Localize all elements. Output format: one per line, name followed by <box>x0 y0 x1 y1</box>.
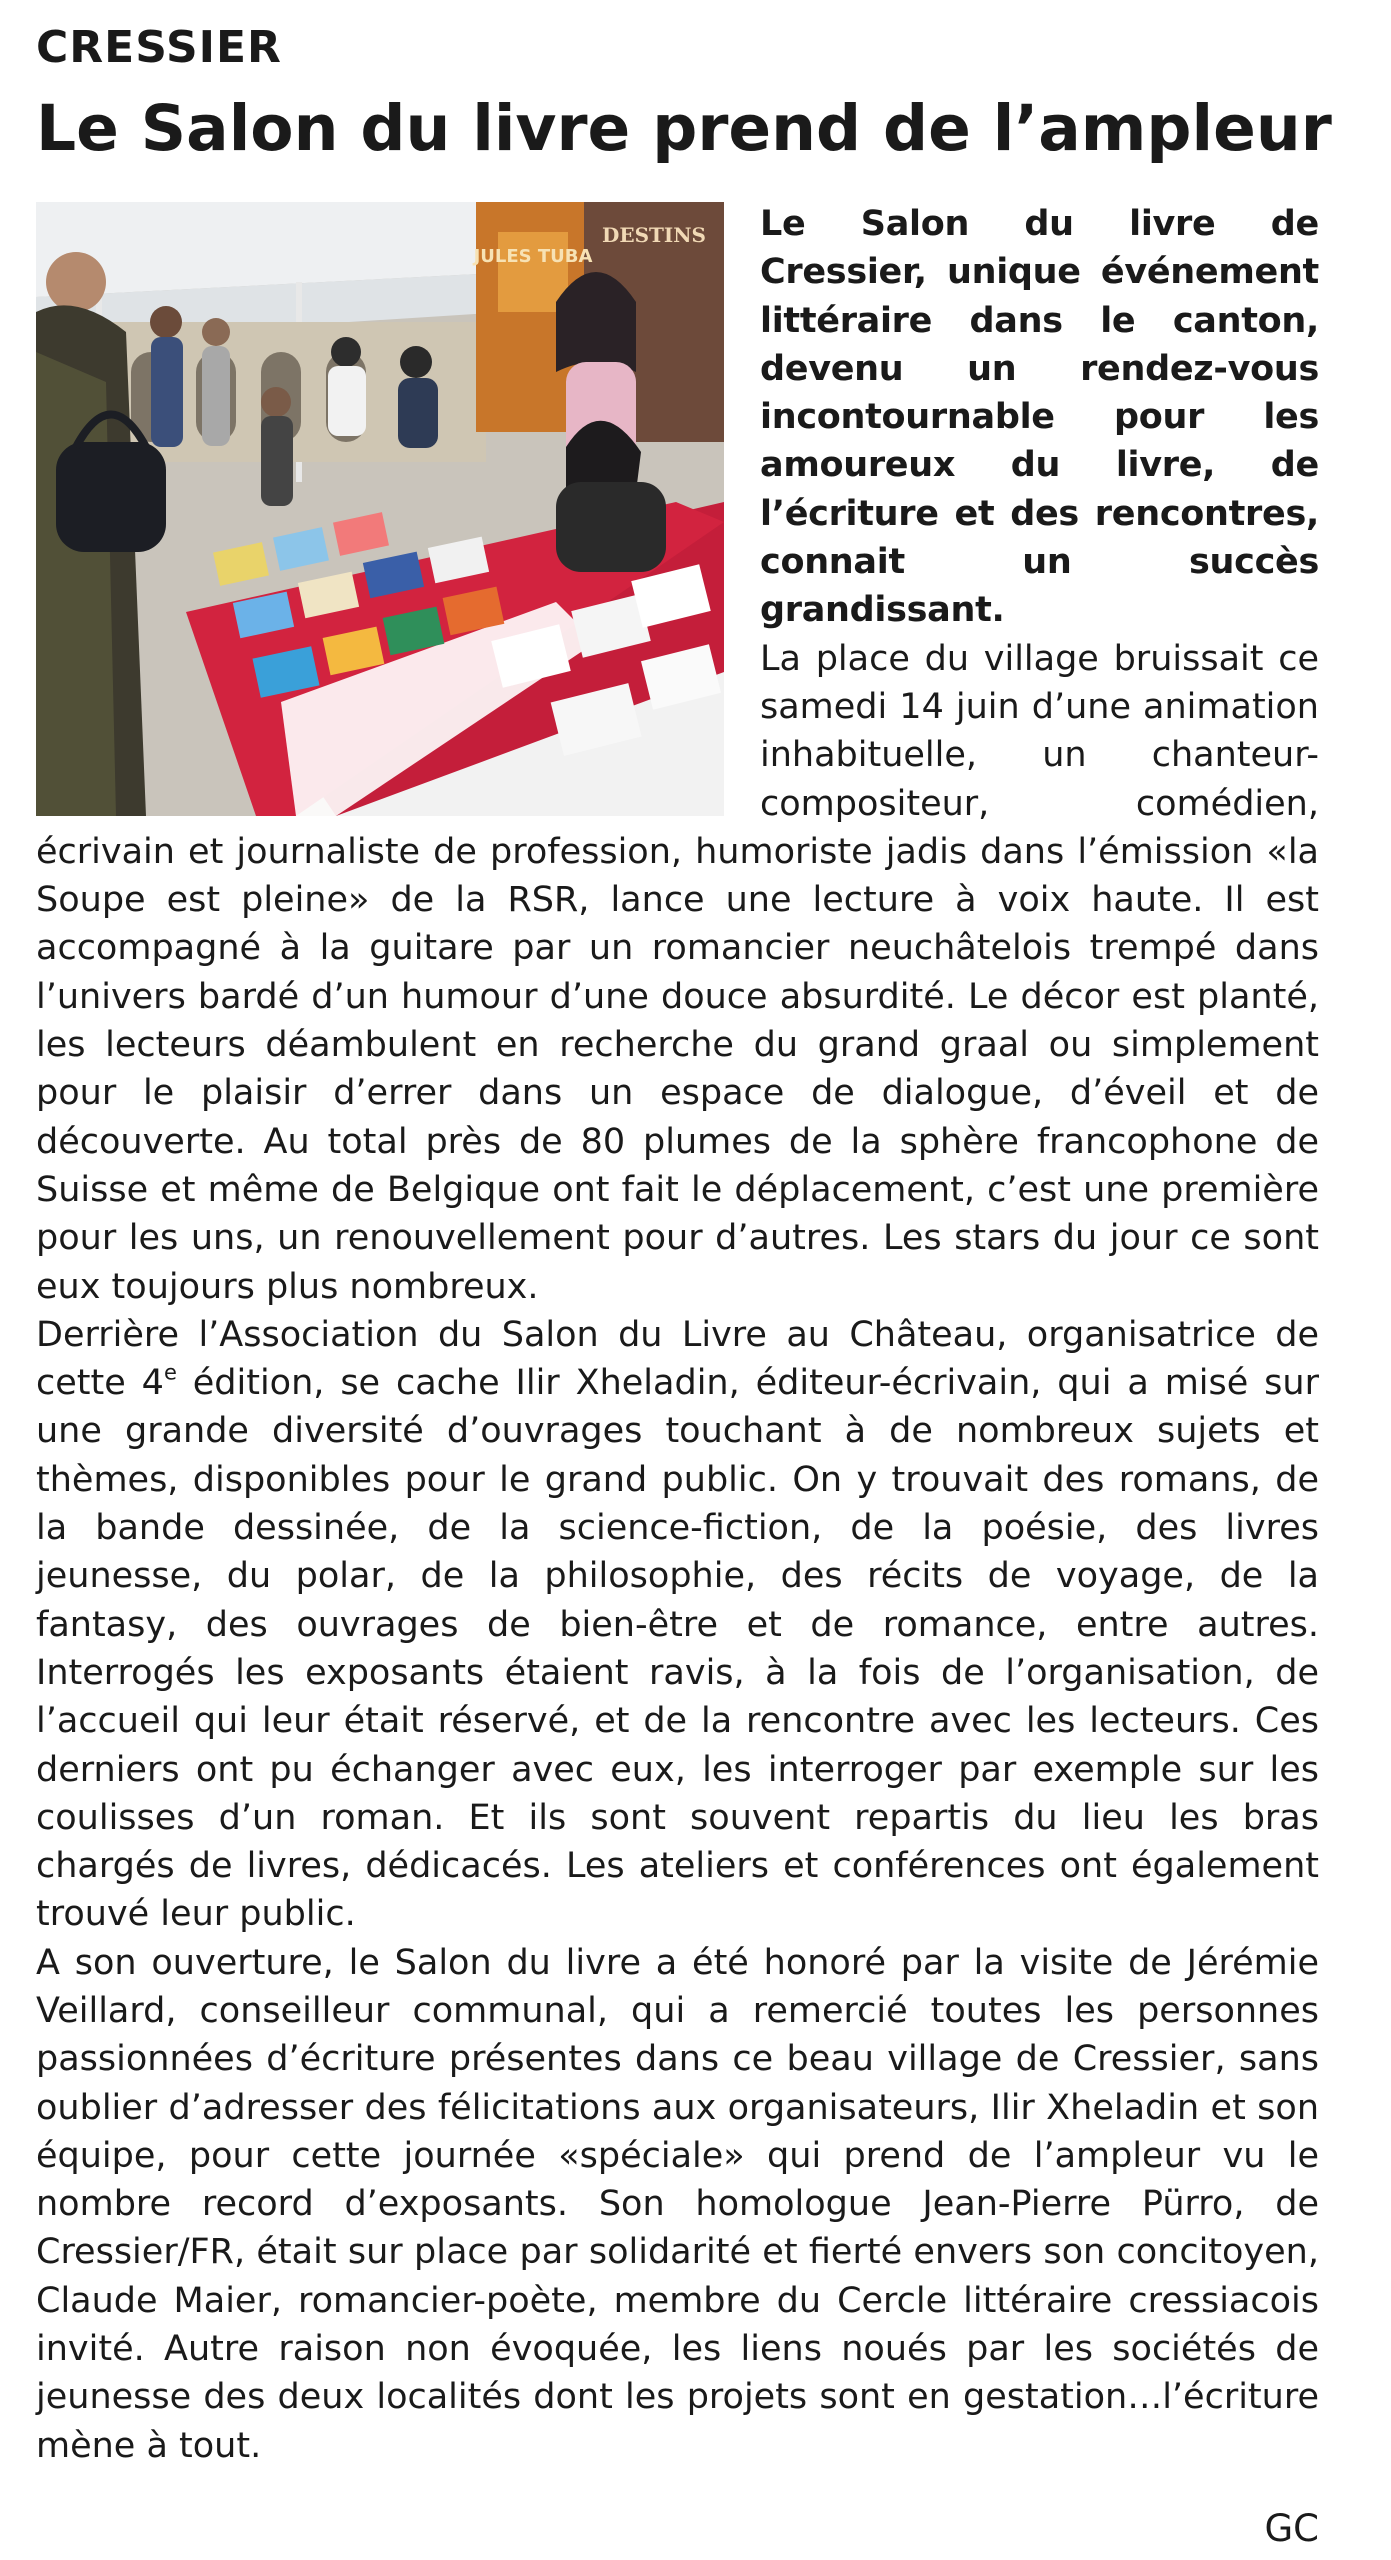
paragraph-text: édition, se cache Ilir Xheladin, éditeur-écrivain, qui a misé sur une grande diversité d’ouvrages touchant à de nombreux sujets et thèmes, disponibles pour le grand public. On y trouvait des romans, de la bande dessinée, de la science-fiction, de la poésie, des livres jeunesse, du polar, de la philosophie, des récits de voyage, de la fantasy, des ouvrages de bien-être et de romance, entre autres. Interrogés les exposants étaient ravis, à la fois de l’organisation, de l’accueil qui leur était réservé, et de la rencontre avec les lecteurs. Ces derniers ont pu échanger avec eux, les interroger par exemple sur les coulisses d’un roman. Et ils sont souvent repartis du lieu les bras chargés de livres, dédicacés. Les ateliers et conférences ont également trouvé leur public. <box>36 1363 1319 1935</box>
paragraph-text: Derrière l’Association du Salon du Livre au Château, organisatrice de cette 4 <box>36 1314 1319 1404</box>
section-kicker: CRESSIER <box>36 22 282 73</box>
article-lede: Le Salon du livre de Cressier, unique événement littéraire dans le canton, devenu un rendez-vous incontournable pour les amoureux du livre, de l’écriture et des rencontres, connait un succès grandissant. <box>760 204 1319 631</box>
article-paragraph: A son ouverture, le Salon du livre a été honoré par la visite de Jérémie Veillard, conseilleur communal, qui a remercié toutes les personnes passionnées d’écriture présentes dans ce beau village de Cressier, sans oublier d’adresser des félicitations aux organisateurs, Ilir Xheladin et son équipe, pour cette journée «spéciale» qui prend de l’ampleur vu le nombre record d’exposants. Son homologue Jean-Pierre Pürro, de Cressier/FR, était sur place par solidarité et fierté envers son concitoyen, Claude Maier, romancier-poète, membre du Cercle littéraire cressiacois invité. Autre raison non évoquée, les liens noués par les sociétés de jeunesse des deux localités dont les projets sont en gestation…l’écriture mène à tout. <box>36 1942 1319 2466</box>
article-page <box>36 18 1332 2550</box>
article-body <box>36 200 1319 2470</box>
article-paragraph <box>36 1311 1319 1939</box>
author-signature: GC <box>1264 2507 1319 2550</box>
banner-text-2: DESTINS <box>602 223 706 247</box>
ordinal-superscript: e <box>163 1360 177 1385</box>
article-paragraph: La place du village bruissait ce samedi 14 juin d’une animation inhabituelle, un chanteur-compositeur, comédien, écrivain et journaliste de profession, humoriste jadis dans l’émission «la Soupe est pleine» de la RSR, lance une lecture à voix haute. Il est accompagné à la guitare par un romancier neuchâtelois trempé dans l’univers bardé d’un humour d’une douce absurdité. Le décor est planté, les lecteurs déambulent en recherche du grand graal ou simplement pour le plaisir d’errer dans un espace de dialogue, d’éveil et de découverte. Au total près de 80 plumes de la sphère francophone de Suisse et même de Belgique ont fait le déplacement, c’est une première pour les uns, un renouvellement pour d’autres. Les stars du jour ce sont eux toujours plus nombreux. <box>36 638 1319 1307</box>
headline: Le Salon du livre prend de l’ampleur <box>36 92 1332 165</box>
book-fair-photo <box>36 202 724 816</box>
banner-text-1: JULES TUBA <box>473 246 593 267</box>
book-fair-illustration <box>36 202 724 816</box>
